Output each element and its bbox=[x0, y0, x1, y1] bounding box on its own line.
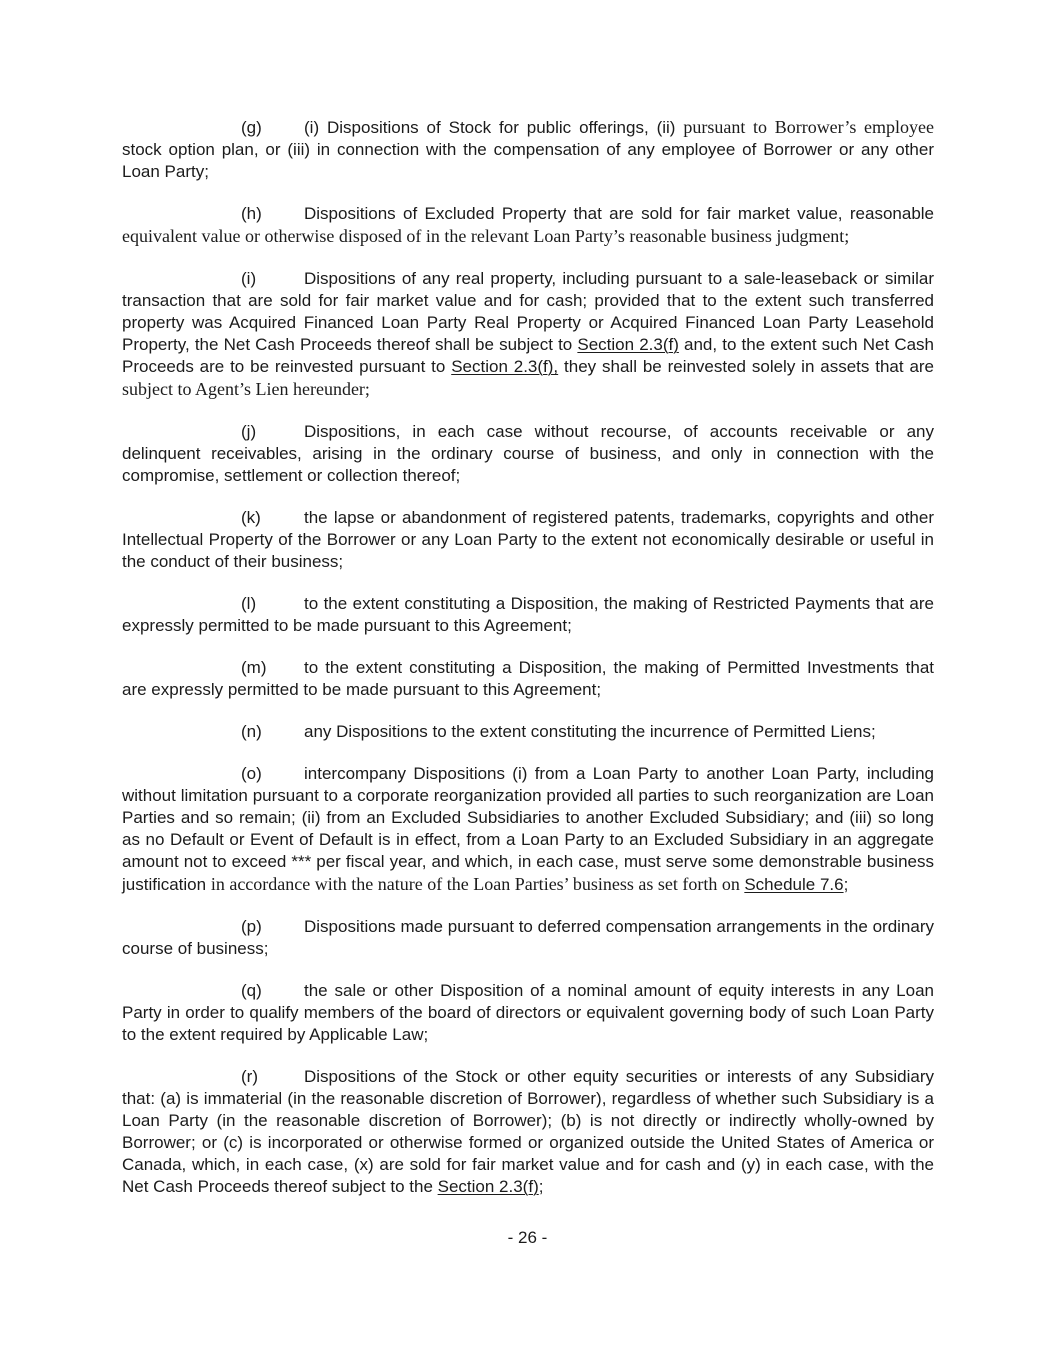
text-segment: and, to the extent such Net Cash Proceeds are to be reinvested pursuant to bbox=[122, 335, 935, 376]
paragraph-o bbox=[122, 763, 934, 896]
paragraph-label: (r) bbox=[241, 1067, 258, 1086]
text-segment: in accordance with the nature of the Loan Parties’ business as set forth on bbox=[210, 874, 745, 894]
text-segment: ; bbox=[843, 875, 849, 894]
paragraph-label: (g) bbox=[241, 118, 262, 137]
paragraph-label: (l) bbox=[241, 594, 257, 613]
paragraph-j bbox=[122, 421, 934, 487]
text-segment: any Dispositions to the extent constituting the incurrence of Permitted Liens; bbox=[304, 722, 876, 741]
text-segment: pursuant to Borrower’s employee bbox=[683, 117, 934, 137]
paragraph-label: (i) bbox=[241, 269, 257, 288]
paragraph-q bbox=[122, 980, 934, 1046]
text-segment: intercompany Dispositions (i) from a Loan Party to another Loan Party, including without limitation pursuant to a corporate reorganization provided all parties to such reorganization are Loan Parties and so remain; (ii) from an Excluded Subsidiaries to another Excluded Subsidiary; and (iii) so long as no Default or Event of Default is in effect, from a Loan Party to an Excluded Subsidiary in an aggregate amount not to exceed *** per fiscal year, and which, in each case, must serve some demonstrable business justification bbox=[122, 764, 934, 894]
text-segment: Dispositions of any real property, including pursuant to a sale-leaseback or similar transaction that are sold for fair market value and for cash; provided that to the extent such transferred property was Acquired Financed Loan Party Real Property or Acquired Financed Loan Party Leasehold Property, the Net Cash Proceeds thereof shall be subject to bbox=[122, 269, 934, 354]
paragraph-m bbox=[122, 657, 934, 701]
cross-reference-link: Section 2.3(f) bbox=[577, 335, 679, 354]
paragraph-label: (k) bbox=[241, 508, 261, 527]
paragraph-label: (h) bbox=[241, 204, 262, 223]
paragraph-label: (m) bbox=[241, 658, 267, 677]
text-segment: Dispositions of Excluded Property that are sold for fair market value, reasonable bbox=[304, 204, 934, 223]
paragraph-label: (o) bbox=[241, 764, 262, 783]
text-segment: ; bbox=[538, 1177, 544, 1196]
text-segment: to the extent constituting a Disposition, the making of Restricted Payments that are expressly permitted to be made pursuant to this Agreement; bbox=[122, 594, 934, 635]
paragraph-h bbox=[122, 203, 934, 248]
paragraph-p bbox=[122, 916, 934, 960]
paragraph-l bbox=[122, 593, 934, 637]
text-segment: subject to Agent’s Lien hereunder; bbox=[122, 379, 370, 399]
text-segment: to the extent constituting a Disposition, the making of Permitted Investments that are expressly permitted to be made pursuant to this Agreement; bbox=[122, 658, 934, 699]
page-number: - 26 - bbox=[507, 1228, 548, 1247]
text-segment: (i) Dispositions of Stock for public offerings, (ii) bbox=[304, 118, 684, 137]
paragraph-label: (j) bbox=[241, 422, 257, 441]
document-body bbox=[122, 116, 934, 1218]
cross-reference-link: Schedule 7.6 bbox=[744, 875, 844, 894]
cross-reference-link: Section 2.3(f), bbox=[451, 357, 559, 376]
text-segment: they shall be reinvested solely in assets that are bbox=[558, 357, 935, 376]
paragraph-label: (p) bbox=[241, 917, 262, 936]
paragraph-n bbox=[122, 721, 934, 743]
paragraph-k bbox=[122, 507, 934, 573]
paragraph-i bbox=[122, 268, 934, 401]
paragraph-label: (q) bbox=[241, 981, 262, 1000]
text-segment: the lapse or abandonment of registered patents, trademarks, copyrights and other Intellectual Property of the Borrower or any Loan Party to the extent not economically desirable or useful in the conduct of their business; bbox=[122, 508, 934, 571]
text-segment: Dispositions, in each case without recourse, of accounts receivable or any delinquent receivables, arising in the ordinary course of business, and only in connection with the compromise, settlement or collection thereof; bbox=[122, 422, 934, 485]
paragraph-r bbox=[122, 1066, 934, 1198]
paragraph-g bbox=[122, 116, 934, 183]
paragraph-label: (n) bbox=[241, 722, 262, 741]
text-segment: Dispositions of the Stock or other equity securities or interests of any Subsidiary that: (a) is immaterial (in the reasonable discretion of Borrower), regardless of whether such Subsidiary is a Loan Party (in the reasonable discretion of Borrower); (b) is not directly or indirectly wholly-owned by Borrower; or (c) is incorporated or otherwise formed or organized outside the United States of America or Canada, which, in each case, (x) are sold for fair market value and for cash and (y) in each case, with the Net Cash Proceeds thereof subject to the bbox=[122, 1067, 934, 1196]
cross-reference-link: Section 2.3(f) bbox=[437, 1177, 539, 1196]
text-segment: equivalent value or otherwise disposed of in the relevant Loan Party’s reasonable business judgment; bbox=[122, 226, 850, 246]
text-segment: Dispositions made pursuant to deferred compensation arrangements in the ordinary course of business; bbox=[122, 917, 934, 958]
text-segment: stock option plan, or (iii) in connection with the compensation of any employee of Borrower or any other Loan Party; bbox=[122, 140, 934, 181]
text-segment: the sale or other Disposition of a nominal amount of equity interests in any Loan Party in order to qualify members of the board of directors or equivalent governing body of such Loan Party to the extent required by Applicable Law; bbox=[122, 981, 934, 1044]
